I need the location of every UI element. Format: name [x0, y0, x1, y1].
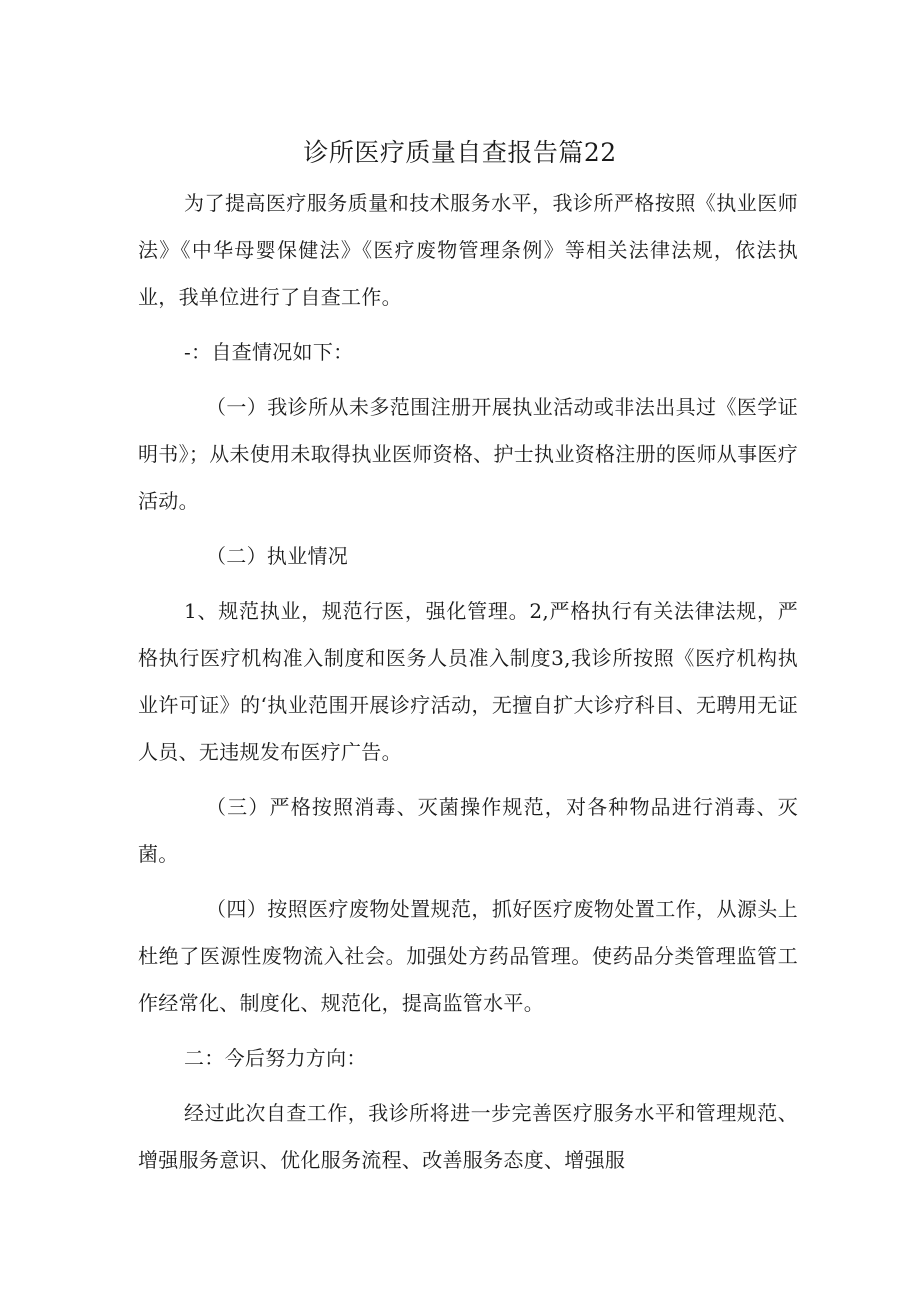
item-one-paragraph: （一）我诊所从未多范围注册开展执业活动或非法出具过《医学证明书》；从未使用未取得执业医师资格、护士执业资格注册的医师从事医疗活动。 [138, 395, 798, 513]
practice-paragraph: 1、规范执业，规范行医，强化管理。2,严格执行有关法律法规，严格执行医疗机构准入制度和医务人员准入制度3,我诊所按照《医疗机构执业许可证》的‘执业范围开展诊疗活动，无擅自扩大诊疗科目、无聘用无证人员、无违规发布医疗广告。 [138, 599, 798, 764]
item-four-paragraph: （四）按照医疗废物处置规范，抓好医疗废物处置工作，从源头上杜绝了医源性废物流入社会。加强处方药品管理。使药品分类管理监管工作经常化、制度化、规范化，提高监管水平。 [138, 897, 798, 1015]
section-one-heading: -：自查情况如下： [184, 340, 354, 364]
section-two-heading: 二：今后努力方向： [184, 1046, 367, 1070]
closing-paragraph: 经过此次自查工作，我诊所将进一步完善医疗服务水平和管理规范、增强服务意识、优化服务流程、改善服务态度、增强服 [138, 1101, 798, 1172]
item-two-heading: （二）执业情况 [206, 544, 349, 568]
intro-paragraph: 为了提高医疗服务质量和技术服务水平，我诊所严格按照《执业医师法》《中华母婴保健法》《医疗废物管理条例》等相关法律法规，依法执业，我单位进行了自查工作。 [138, 191, 798, 309]
item-three-paragraph: （三）严格按照消毒、灭菌操作规范，对各种物品进行消毒、灭菌。 [138, 795, 798, 866]
document-body [138, 180, 798, 1192]
document-title: 诊所医疗质量自查报告篇22 [303, 138, 617, 167]
